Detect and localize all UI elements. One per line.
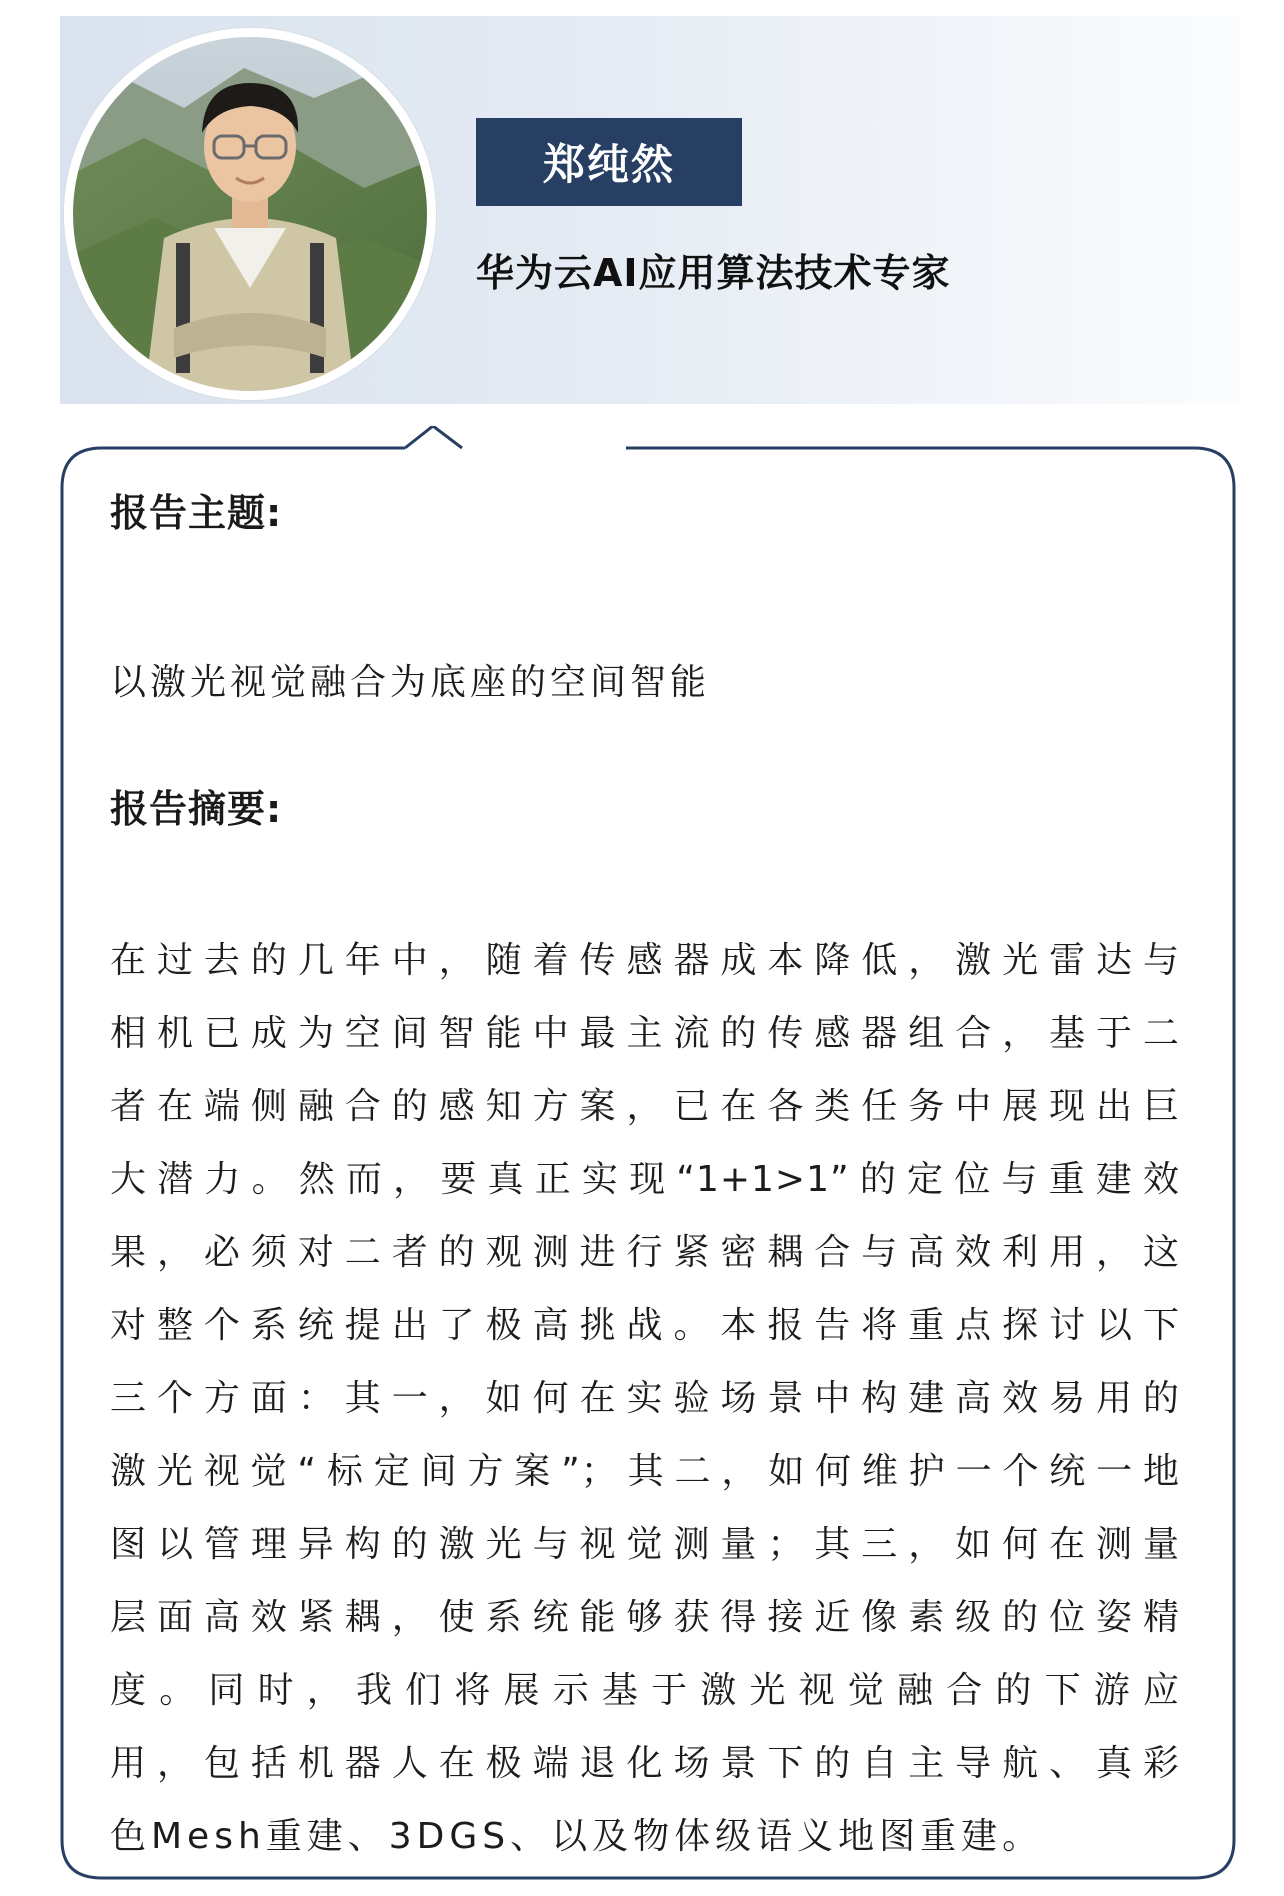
abstract-heading: 报告摘要:: [110, 787, 283, 831]
abstract-line: 在过去的几年中，随着传感器成本降低，激光雷达与: [110, 940, 1180, 981]
abstract-line: 层面高效紧耦，使系统能够获得接近像素级的位姿精: [110, 1597, 1180, 1638]
abstract-body: [110, 924, 1180, 1873]
abstract-line: 图以管理异构的激光与视觉测量；其三，如何在测量: [110, 1524, 1180, 1565]
abstract-line: 者在端侧融合的感知方案，已在各类任务中展现出巨: [110, 1086, 1180, 1127]
speaker-avatar: [64, 28, 436, 400]
speaker-photo: [64, 28, 436, 400]
abstract-line: 度。同时，我们将展示基于激光视觉融合的下游应: [110, 1670, 1180, 1711]
topic-heading: 报告主题:: [110, 491, 283, 535]
topic-text: 以激光视觉融合为底座的空间智能: [110, 662, 711, 703]
abstract-line: 用，包括机器人在极端退化场景下的自主导航、真彩: [110, 1743, 1180, 1784]
abstract-line: 大潜力。然而，要真正实现“1+1>1”的定位与重建效: [110, 1159, 1180, 1200]
abstract-line: 三个方面：其一，如何在实验场景中构建高效易用的: [110, 1378, 1180, 1419]
abstract-line: 果，必须对二者的观测进行紧密耦合与高效利用，这: [110, 1232, 1180, 1273]
abstract-line: 对整个系统提出了极高挑战。本报告将重点探讨以下: [110, 1305, 1180, 1346]
speaker-name-plate: [476, 118, 742, 206]
abstract-line: 激光视觉“标定间方案”；其二，如何维护一个统一地: [110, 1451, 1180, 1492]
pointer-notch: [405, 426, 462, 448]
abstract-line: 相机已成为空间智能中最主流的传感器组合，基于二: [110, 1013, 1180, 1054]
report-content-box: [60, 426, 1236, 1880]
abstract-line: 色Mesh重建、3DGS、以及物体级语义地图重建。: [110, 1816, 1044, 1857]
speaker-name: 郑纯然: [542, 140, 675, 189]
speaker-title: 华为云AI应用算法技术专家: [476, 251, 951, 295]
